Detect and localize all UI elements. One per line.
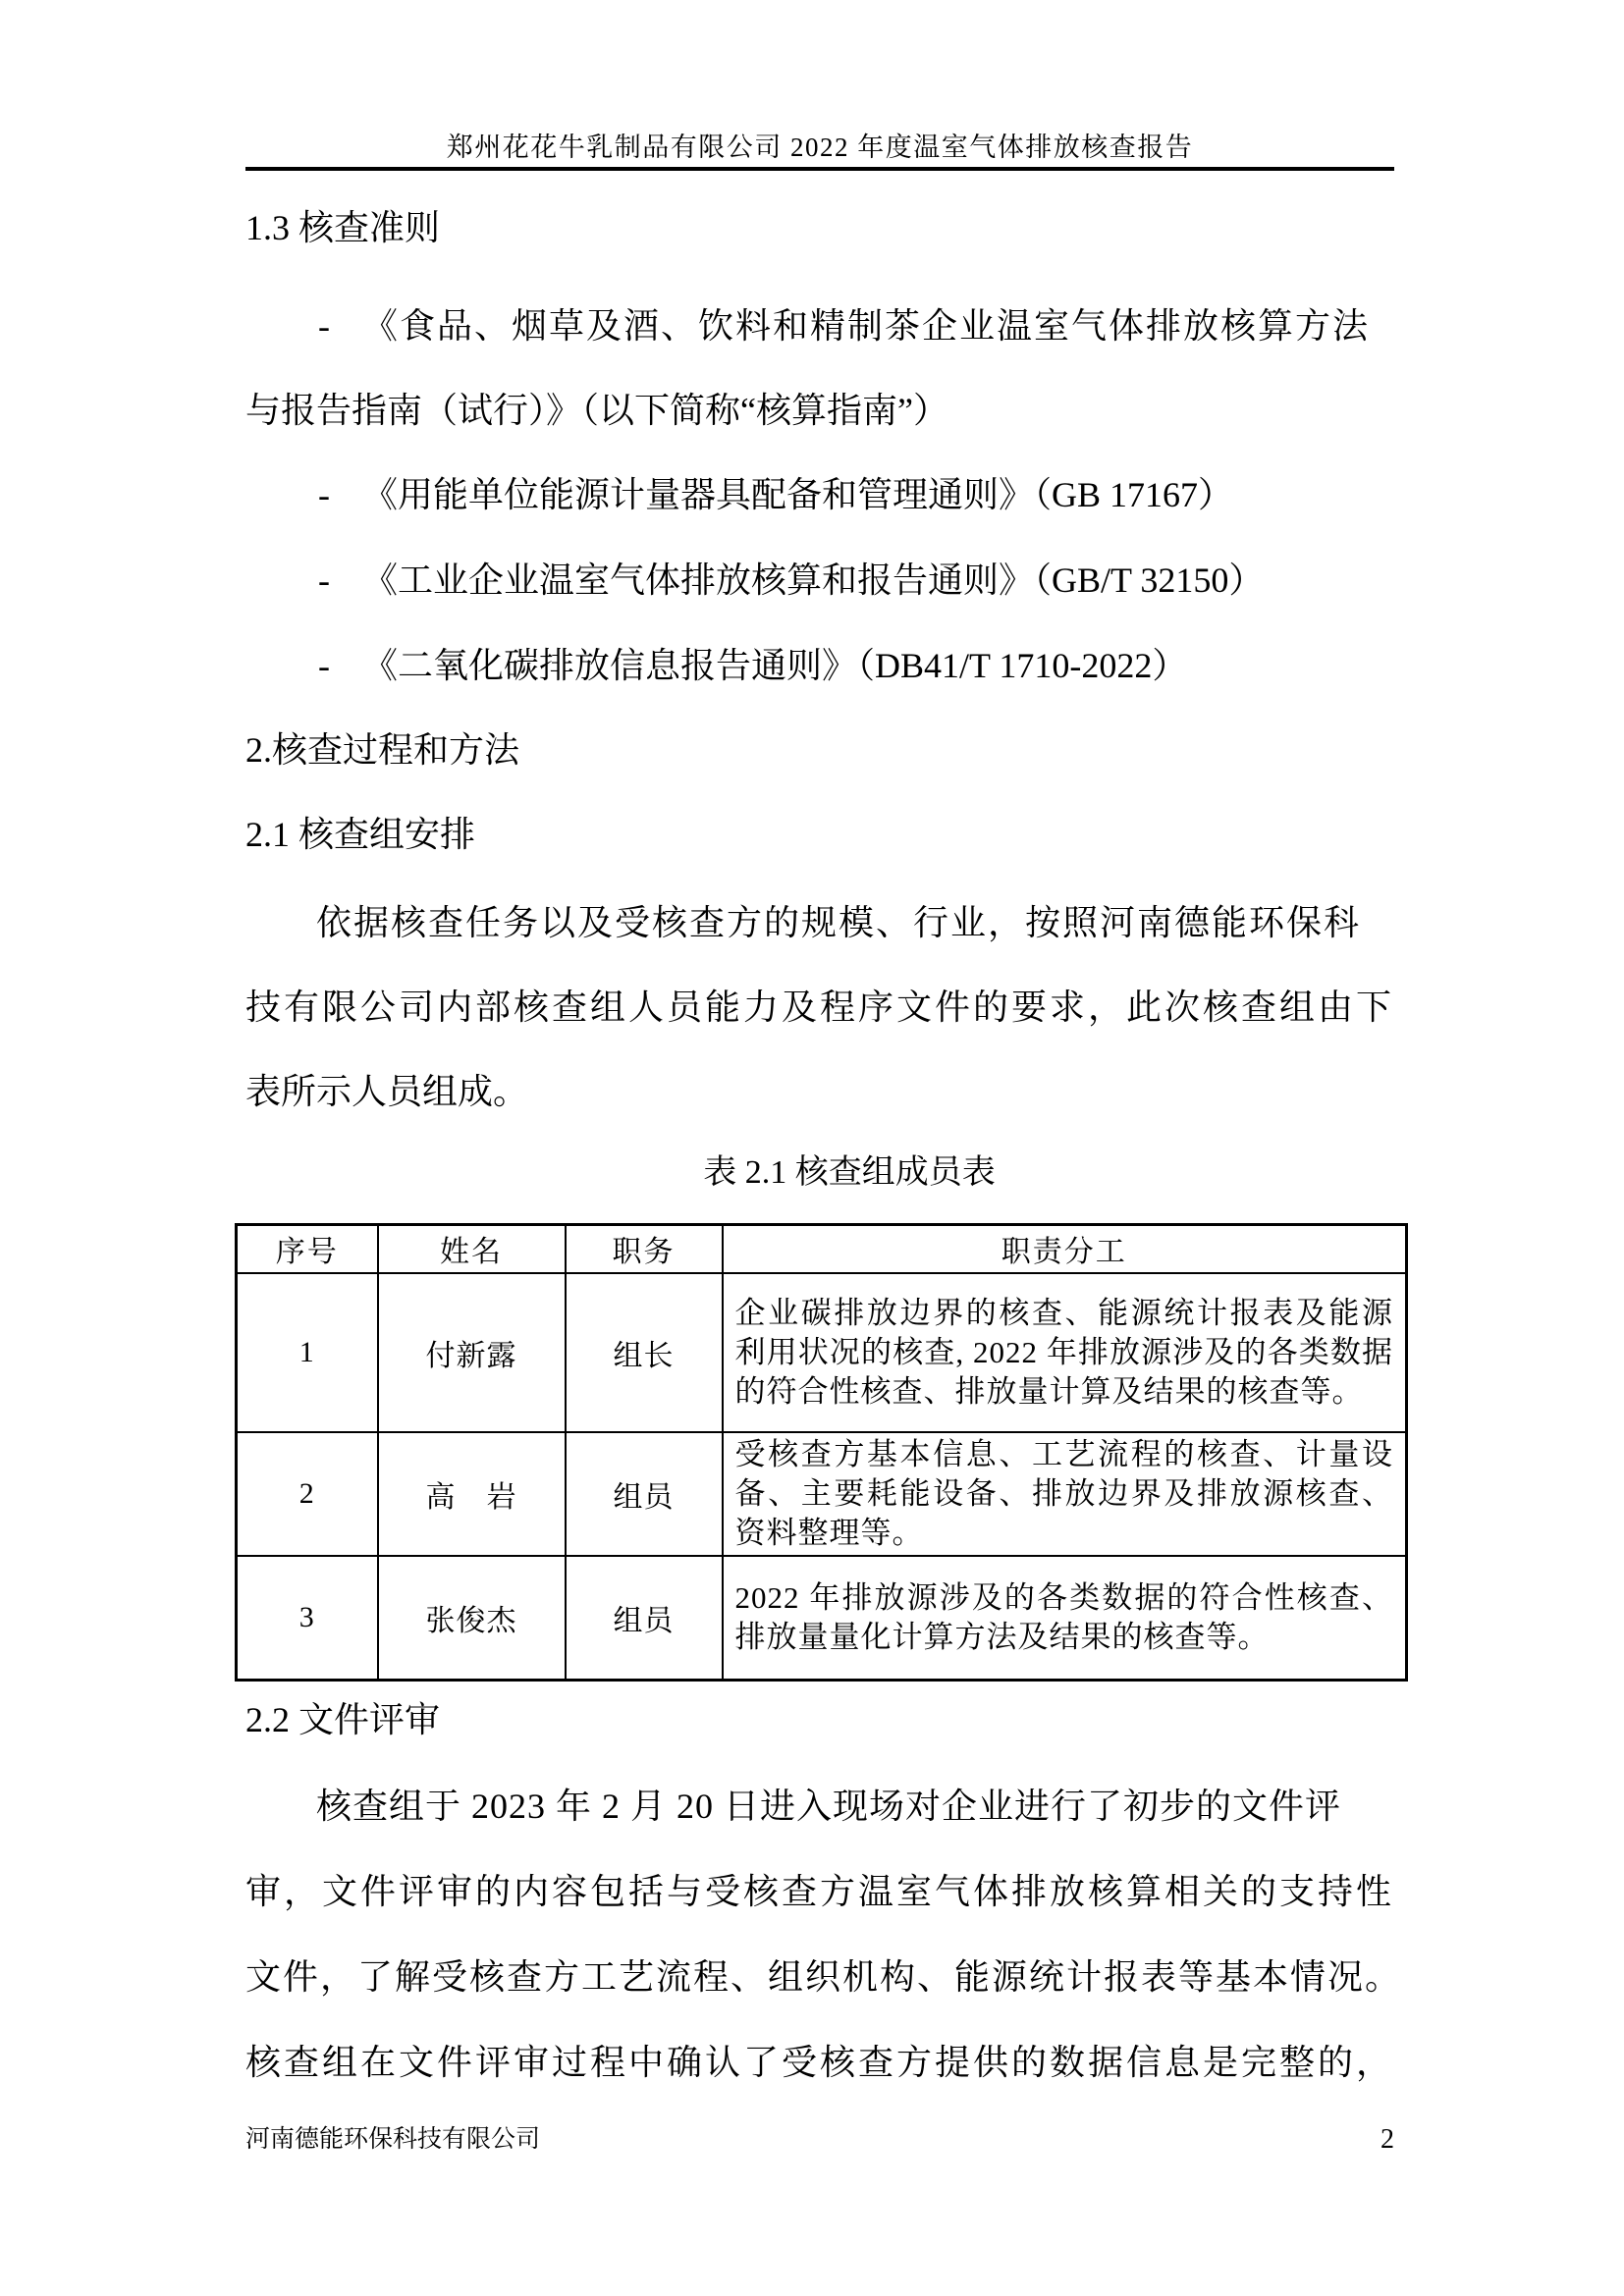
cell-duty: 受核查方基本信息、工艺流程的核查、计量设备、主要耗能设备、排放边界及排放源核查、资料整理等。 [723,1432,1407,1556]
footer-company: 河南德能环保科技有限公司 [245,2126,541,2153]
bullet-item-3 [245,553,1473,608]
cell-duty: 2022 年排放源涉及的各类数据的符合性核查、排放量量化计算方法及结果的核查等。 [723,1556,1407,1681]
bullet-item-1-line-2: 与报告指南（试行）》（以下简称“核算指南”） [245,391,948,430]
table-header-row [237,1225,1407,1273]
cell-no: 1 [237,1273,378,1432]
section-heading-2: 2.核查过程和方法 [245,730,520,770]
col-header-name: 姓名 [378,1225,566,1273]
col-header-role: 职务 [566,1225,723,1273]
table-row [237,1556,1407,1681]
section-heading-1-3: 1.3 核查准则 [245,208,441,247]
col-header-duty: 职责分工 [723,1225,1407,1273]
cell-no: 2 [237,1432,378,1556]
section-heading-2-2: 2.2 文件评审 [245,1700,441,1739]
table-caption: 表 2.1 核查组成员表 [703,1154,996,1191]
paragraph-2-2-line-1: 核查组于 2023 年 2 月 20 日进入现场对企业进行了初步的文件评 [316,1787,1342,1826]
paragraph-2-2-line-3: 文件，了解受核查方工艺流程、组织机构、能源统计报表等基本情况。 [245,1957,1403,1997]
cell-name: 张俊杰 [378,1556,566,1681]
header-rule [245,167,1394,171]
verification-team-table [235,1223,1408,1682]
paragraph-2-1-line-1: 依据核查任务以及受核查方的规模、行业，按照河南德能环保科 [316,903,1362,942]
bullet-text: 《食品、烟草及酒、饮料和精制茶企业温室气体排放核算方法 [362,306,1371,346]
bullet-text: 《用能单位能源计量器具配备和管理通则》（GB 17167） [362,475,1234,514]
page-footer [245,2120,1394,2160]
paragraph-2-1-line-2: 技有限公司内部核查组人员能力及程序文件的要求，此次核查组由下 [245,988,1395,1027]
bullet-item-1-line-1 [245,298,1473,353]
bullet-dash: - [318,475,330,514]
bullet-text: 《二氧化碳排放信息报告通则》（DB41/T 1710-2022） [362,646,1188,685]
cell-role: 组员 [566,1432,723,1556]
col-header-no: 序号 [237,1225,378,1273]
cell-duty: 企业碳排放边界的核查、能源统计报表及能源利用状况的核查, 2022 年排放源涉及的各类数据的符合性核查、排放量计算及结果的核查等。 [723,1273,1407,1432]
bullet-dash: - [318,561,330,600]
bullet-item-4 [245,638,1473,693]
page-number: 2 [1380,2124,1394,2155]
table-row [237,1432,1407,1556]
bullet-item-2 [245,467,1473,522]
cell-name: 高 岩 [378,1432,566,1556]
table-row [237,1273,1407,1432]
bullet-text: 《工业企业温室气体排放核算和报告通则》（GB/T 32150） [362,561,1265,600]
cell-role: 组长 [566,1273,723,1432]
paragraph-2-2-line-4: 核查组在文件评审过程中确认了受核查方提供的数据信息是完整的， [245,2043,1395,2082]
cell-name: 付新露 [378,1273,566,1432]
cell-no: 3 [237,1556,378,1681]
cell-role: 组员 [566,1556,723,1681]
header-title: 郑州花花牛乳制品有限公司 2022 年度温室气体排放核查报告 [446,133,1194,162]
paragraph-2-1-line-3: 表所示人员组成。 [245,1072,529,1111]
paragraph-2-2-line-2: 审，文件评审的内容包括与受核查方温室气体排放核算相关的支持性 [245,1872,1395,1911]
bullet-dash: - [318,306,330,346]
section-heading-2-1: 2.1 核查组安排 [245,815,476,854]
bullet-dash: - [318,646,330,685]
